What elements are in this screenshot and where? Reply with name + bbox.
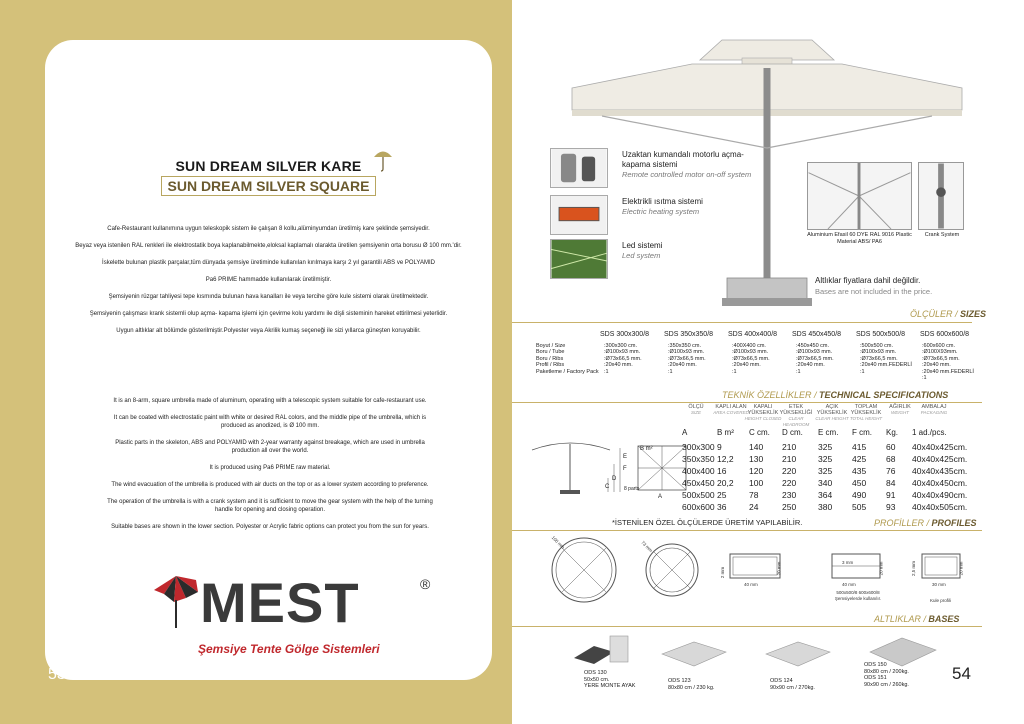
profile-diameter-2: 73 mm (640, 539, 654, 554)
tr-paragraph: Cafe-Restaurant kullanımına uygun teleskopik sistem ile çalışan 8 kollu,alüminyumdan üretilmiş kare şeklinde şemsiyedir. (107, 226, 430, 232)
tech-cell: 25 (717, 490, 727, 500)
tech-cell: 230 (782, 490, 797, 500)
tech-cell: 78 (749, 490, 759, 500)
mest-logo (150, 570, 440, 660)
profile-2-width: 40 mm (842, 582, 856, 587)
tr-paragraph: Uygun altlıklar alt bölümde gösterilmiştir.Polyester veya Akrilik kumaş seçeneği ile sizi yıllarca güneşten koruyabilir. (116, 328, 421, 334)
tech-cell: 500x500 (682, 490, 715, 500)
tech-cell: 93 (886, 502, 896, 512)
umbrella-icon (373, 148, 393, 172)
profile-3-caption: Kule profili (930, 598, 952, 603)
tech-cell: 600x600 (682, 502, 715, 512)
size-col-header: SDS 300x300/8 (600, 331, 650, 338)
section-divider (512, 402, 982, 403)
en-paragraph: The wind evacuation of the umbrella is produced with air ducts on the top or as a lower system according to preference. (111, 482, 429, 488)
tech-cell: 40x40x505cm. (912, 502, 968, 512)
page-number-left: 53 (48, 666, 66, 683)
remote-control-icon (550, 148, 608, 188)
sizes-heading: ÖLÇÜLER / SIZES (910, 309, 987, 319)
tech-cell: 220 (782, 466, 797, 476)
tech-cell: 24 (749, 502, 759, 512)
profile-1-width: 40 mm (744, 582, 758, 587)
tech-cell: 450x450 (682, 478, 715, 488)
page-number-right: 54 (952, 664, 971, 683)
tech-cell: 130 (749, 454, 764, 464)
diagram-label-c: C (605, 484, 610, 490)
tech-col-unit: Kg. (886, 428, 899, 437)
diagram-label-b: B m² (640, 446, 653, 452)
tech-col-header: ETEK YÜKSEKLİĞİ CLEAR HEADROOM (779, 404, 813, 427)
feature-title: Uzaktan kumandalı motorlu açma-kapama sistemi Remote controlled motor on-off system (622, 150, 752, 179)
tech-cell: 325 (818, 466, 833, 476)
tech-col-unit: F cm. (852, 428, 872, 437)
feature-remote-control (550, 148, 780, 188)
tech-cell: 40x40x425cm. (912, 454, 968, 464)
profile-3-height: 20 mm (958, 561, 964, 576)
tech-cell: 435 (852, 466, 867, 476)
tech-cell: 40x40x450cm. (912, 478, 968, 488)
section-divider (512, 322, 972, 323)
brand-name: MEST (200, 571, 360, 634)
tech-col-unit: 1 ad./pcs. (912, 428, 947, 437)
umbrella-logo-icon (150, 572, 202, 630)
left-content-card (45, 40, 492, 680)
bases-note-tr: Altlıklar fiyatlara dahil değildir. (815, 276, 921, 285)
tech-cell: 415 (852, 442, 867, 452)
size-col-header: SDS 500x500/8 (856, 331, 906, 338)
profile-1-height: 20 mm (776, 561, 782, 576)
size-column: :600x600 cm. :Ø100X93mm. :Ø73x66,5 mm. :20x40 mm. :20x40 mm.FEDERLİ :1 (922, 343, 974, 382)
right-page (512, 0, 1024, 724)
feature-led (550, 239, 780, 279)
tech-cell: 20,2 (717, 478, 734, 488)
tech-cell: 325 (818, 442, 833, 452)
profiles-heading: PROFİLLER / PROFILES (874, 518, 977, 528)
tech-heading: TEKNİK ÖZELLİKLER / TECHNICAL SPECIFICATIONS (722, 390, 949, 400)
title-turkish: SUN DREAM SILVER KARE (175, 158, 362, 174)
tech-cell: 40x40x435cm. (912, 466, 968, 476)
bases-note-en: Bases are not included in the price. (815, 287, 933, 296)
diagram-label-d: D (612, 476, 617, 482)
size-column: :500x500 cm. :Ø100x93 mm. :Ø73x66,5 mm. :20x40 mm.FEDERLİ :1 (860, 343, 912, 375)
tech-col-header: TOPLAM YÜKSEKLİK TOTAL HEIGHT (849, 404, 883, 421)
brand-slogan: Şemsiye Tente Gölge Sistemleri (198, 642, 380, 656)
base-ods123-caption: ODS 123 80x80 cm / 230 kg. (668, 678, 715, 691)
profile-2-side: 3 mm (842, 560, 854, 565)
tech-col-header: AMBALAJ PACKAGING (920, 404, 948, 415)
bases-heading: ALTLIKLAR / BASES (874, 614, 960, 624)
profile-2-caption: 500x500/8 600x600/8 Şemsiyelerde kullanılır. (834, 590, 882, 601)
tech-cell: 12,2 (717, 454, 734, 464)
tech-cell: 250 (782, 502, 797, 512)
tech-cell: 60 (886, 442, 896, 452)
tech-cell: 91 (886, 490, 896, 500)
title-english: SUN DREAM SILVER SQUARE (161, 176, 377, 196)
tech-cell: 120 (749, 466, 764, 476)
diagram-label-a: A (658, 494, 663, 500)
size-col-header: SDS 350x350/8 (664, 331, 714, 338)
en-paragraph: The operation of the umbrella is with a crank system and it is sufficient to move the gear system with the help of the turning handle for opening and closing operation. (107, 499, 433, 513)
crank-caption: Crank System (924, 232, 960, 238)
profile-1-side: 2 mm (720, 566, 726, 579)
tech-col-unit: E cm. (818, 428, 839, 437)
tech-cell: 325 (818, 454, 833, 464)
tr-paragraph: Beyaz veya istenilen RAL renkleri ile elektrostatik boya kaplanabilmekte,eloksal kaplamalı olarakta üretilen şemsiyenin orta borusu Ø 100 mm.'dir. (75, 243, 462, 249)
tech-cell: 340 (818, 478, 833, 488)
feature-title: Led sistemi (622, 241, 663, 250)
size-column: :300x300 cm. :Ø100x93 mm. :Ø73x66,5 mm. :20x40 mm. :1 (604, 343, 642, 375)
english-description (105, 397, 435, 540)
tech-cell: 400x400 (682, 466, 715, 476)
frame-detail-caption: Aluminium Efasil 60 DYE RAL 9016 Plastic Material ABS/ PA6 (807, 232, 912, 245)
tech-cell: 40x40x425cm. (912, 442, 968, 452)
tech-cell: 140 (749, 442, 764, 452)
tech-col-header: AĞIRLIK WEIGHT (889, 404, 911, 415)
tech-cell: 505 (852, 502, 867, 512)
sizes-row-labels: Boyut / Size Boru / Tube Boru / Ribs Profil / Ribs Paketleme / Factory Pack (536, 343, 599, 375)
tech-cell: 210 (782, 442, 797, 452)
registered-mark: ® (420, 576, 431, 592)
tech-cell: 100 (749, 478, 764, 488)
tech-cell: 76 (886, 466, 896, 476)
feature-subtitle: Led system (622, 251, 661, 260)
tech-cell: 16 (717, 466, 727, 476)
en-paragraph: Plastic parts in the skeleton, ABS and POLYAMID with 2-year warranty against breakage, which are used in umbrella production all over the world. (115, 440, 425, 454)
turkish-description (45, 225, 492, 344)
feature-heating (550, 195, 780, 235)
tech-cell: 425 (852, 454, 867, 464)
tech-cell: 220 (782, 478, 797, 488)
tech-col-header: ÖLÇÜ SIZE (688, 404, 704, 415)
tech-cell: 490 (852, 490, 867, 500)
size-col-header: SDS 600x600/8 (920, 331, 970, 338)
tech-cell: 380 (818, 502, 833, 512)
tr-paragraph: İskelette bulunan plastik parçalar,tüm dünyada şemsiye üretiminde kullanılan kırılmaya karşı 2 yıl garantili ABS ve POLYAMID (102, 260, 435, 266)
section-divider (512, 530, 982, 531)
tech-cell: 84 (886, 478, 896, 488)
tech-col-unit: B m² (717, 428, 734, 437)
profile-3-width: 30 mm (932, 582, 946, 587)
crank-system-image (918, 162, 964, 230)
profile-3-side: 2,5 mm (911, 560, 917, 577)
en-paragraph: Suitable bases are shown in the lower section. Polyester or Acrylic fabric options can protect you from the sun for years. (111, 524, 429, 530)
tech-cell: 300x300 (682, 442, 715, 452)
tr-paragraph: Şemsiyenin rüzgar tahliyesi tepe kısmında bulunan hava kanalları ile veya tercihe göre kule sistemi olarak üretilmektedir. (108, 294, 429, 300)
size-col-header: SDS 450x450/8 (792, 331, 842, 338)
diagram-label-parts: 8 parts (624, 486, 640, 492)
tech-col-header: KAPALI YÜKSEKLİK HEIGHT CLOSED (744, 404, 782, 421)
tech-cell: 450 (852, 478, 867, 488)
base-ods124-caption: ODS 124 90x90 cm / 270kg. (770, 678, 815, 691)
feature-subtitle: Electric heating system (622, 207, 700, 216)
tech-cell: 364 (818, 490, 833, 500)
diagram-label-f: F (623, 466, 627, 472)
size-column: :400X400 cm. :Ø100x93 mm. :Ø73x66,5 mm. :20x40 mm. :1 (732, 343, 770, 375)
feature-title: Elektrikli ısıtma sistemi (622, 197, 703, 206)
frame-detail-image (807, 162, 912, 230)
diagram-label-e: E (623, 454, 628, 460)
tech-col-unit: D cm. (782, 428, 803, 437)
tech-cell: 210 (782, 454, 797, 464)
tech-col-header: AÇIK YÜKSEKLİK CLEAR HEIGHT (815, 404, 849, 421)
tr-paragraph: Pa6 PRIME hammadde kullanılarak üretilmiştir. (205, 277, 332, 283)
base-ods130-caption: ODS 130 50x50 cm. YERE MONTE AYAK (584, 670, 636, 689)
size-column: :450x450 cm. :Ø100x93 mm. :Ø73x66,5 mm. :20x40 mm. :1 (796, 343, 834, 375)
custom-sizes-note: *İSTENİLEN ÖZEL ÖLÇÜLERDE ÜRETİM YAPILABİLİR. (612, 518, 803, 527)
en-paragraph: It is produced using Pa6 PRIME raw material. (209, 465, 331, 471)
tr-paragraph: Şemsiyenin çalışması krank sistemli olup açma- kapama işlemi için çevirme kolu yardımı ile dişli sisteminin hareket ettirilmesi yeterlidir. (89, 311, 448, 317)
led-icon (550, 239, 608, 279)
tech-col-unit: A (682, 428, 688, 437)
tech-cell: 36 (717, 502, 727, 512)
size-col-header: SDS 400x400/8 (728, 331, 778, 338)
profile-2-height: 20 mm (878, 561, 884, 576)
base-ods150-caption: ODS 150 80x80 cm / 200kg. ODS 151 90x90 cm / 260kg. (864, 662, 909, 688)
size-column: :350x350 cm. :Ø100x93 mm. :Ø73x66,5 mm. :20x40 mm. :1 (668, 343, 706, 375)
tech-col-unit: C cm. (749, 428, 770, 437)
heater-icon (550, 195, 608, 235)
tech-cell: 40x40x490cm. (912, 490, 968, 500)
tech-cell: 9 (717, 442, 722, 452)
section-divider (512, 626, 982, 627)
en-paragraph: It can be coated with electrostatic paint with white or desired RAL colors, and the middle pipe of the umbrella, which is produced as anodized, is Ø 100 mm. (113, 415, 427, 429)
profile-diameter-1: 100 mm (550, 534, 566, 551)
tech-cell: 68 (886, 454, 896, 464)
tech-col-header: KAPLI ALAN AREA COVERED (713, 404, 749, 415)
en-paragraph: It is an 8-arm, square umbrella made of aluminum, operating with a telescopic system suitable for cafe-restaurant use. (113, 398, 427, 404)
tech-cell: 350x350 (682, 454, 715, 464)
product-title (45, 158, 492, 196)
